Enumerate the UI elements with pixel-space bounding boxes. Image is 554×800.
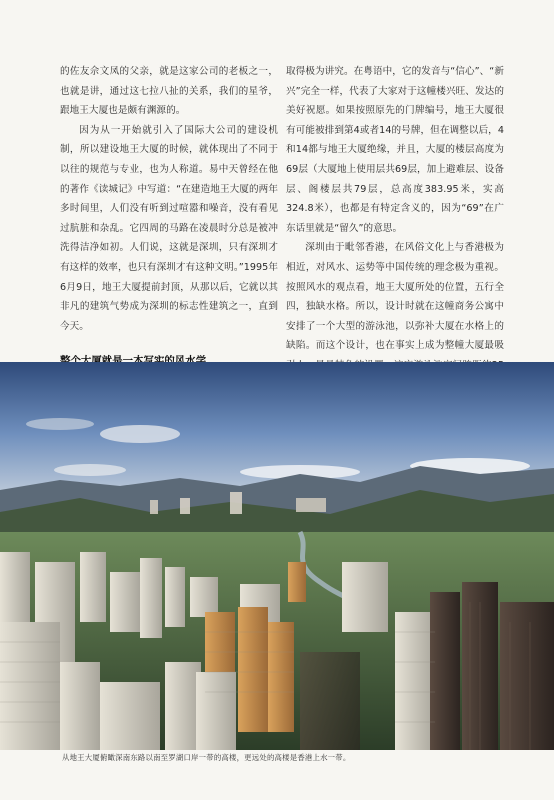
left-paragraph-1: 的佐友佘文凤的父亲，就是这家公司的老板之一，也就是讲，通过这七拉八扯的关系，我们的星爷，跟地王大厦也是颇有渊源的。 [60, 66, 278, 117]
city-aerial-illustration [0, 362, 554, 750]
right-paragraph-2: 深圳由于毗邻香港，在风俗文化上与香港极为相近，对风水、运势等中国传统的理念极为重视。按照风水的观点看，地王大厦所处的位置，五行全四，独缺水格。所以，设计时就在这幢商务公寓中安排了一个大型的游泳池，以弥补大厦在水格上的缺陷。而这个设计，也在事实上成为整幢大厦最吸 [286, 242, 504, 352]
left-text-column [60, 62, 278, 398]
city-skyline-photo [0, 362, 554, 750]
right-paragraph-1: 取得极为讲究。在粤语中，它的发音与“信心”、“新兴”完全一样，代表了大家对于这幢楼兴旺、发达的美好祝愿。如果按照原先的门牌编号，地王大厦很有可能被排到第4或者14的号牌，但在调整以后，4和14都与地王大厦绝缘，并且，大厦的楼层高度为69层（大厦地上使用层共69层，加上避难层、设备层、阁楼层共79层，总高度383.95米，实高324.8米），也都是有特定含义的，因为“69”在广东话里就是“留久”的意思。 [286, 66, 504, 234]
photo-caption: 从地王大厦俯瞰深南东路以南至罗湖口岸一带的高楼，更远处的高楼是香港上水一带。 [62, 753, 351, 762]
left-paragraph-2: 因为从一开始就引入了国际大公司的建设机制，所以建设地王大厦的时候，就体现出了不同于以往的规范与专业，也为人称道。易中天曾经在他的著作《读城记》中写道：“在建造地王大厦的两年多时间里，人们没有听到过喧嚣和噪音，没有看见过肮脏和杂乱。它四周的马路在凌晨时分总是被冲洗得洁净如初。人们说，这就是深圳，只有深圳才有这样的效率，也只有深圳才有这种文明。”1995年6月9日，地王大厦提前封顶，从那以后，它就以其非凡的建筑气势成为深圳的标志性建筑之一，直到今天。 [60, 124, 278, 332]
